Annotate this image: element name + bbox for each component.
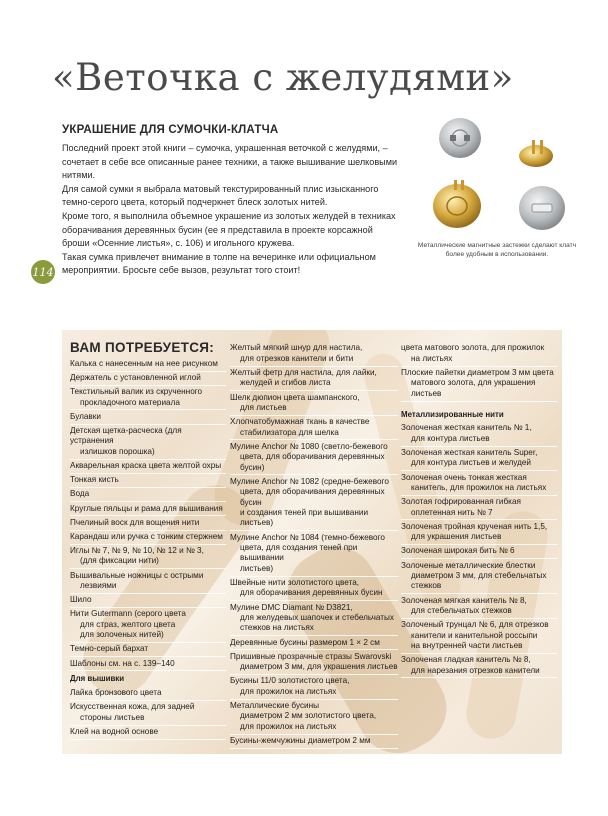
embroidery-subheading: Для вышивки	[70, 674, 125, 684]
material-item: Детская щетка-расческа (для устранения излишков порошка)	[70, 425, 226, 460]
metallic-threads-subheading: Металлизированные нити	[401, 409, 504, 419]
material-item: Плоские пайетки диаметром 3 мм цвета матового золота, для украшения листьев	[401, 367, 557, 402]
material-item: Золоченые металлические блестки диаметром 3 мм, для стебельчатых стежков	[401, 559, 557, 594]
material-item: Текстильный валик из скрученного прокладочного материала	[70, 386, 226, 411]
material-item: Золоченая гладкая канитель № 8, для нарезания отрезков канители	[401, 654, 557, 679]
material-item: Вышивальные ножницы с острыми лезвиями	[70, 569, 226, 594]
material-item: Желтый фетр для настила, для лайки, желудей и сгибов листа	[230, 367, 398, 392]
intro-paragraph: Для самой сумки я выбрала матовый текстурированный плис изысканного темно-серого цвета, который подчеркнет блеск золотых нитей.	[62, 183, 379, 208]
material-item: Желтый мягкий шнур для настила, для отрезков канители и бити	[230, 342, 398, 367]
intro-paragraph: Последний проект этой книги – сумочка, украшенная веточкой с желудями, – сочетает в себе все описанные ранее техники, а также вышивание шелковыми нитями.	[62, 143, 398, 181]
material-item: Мулине Anchor № 1082 (средне-бежевого цвета, для оборачивания деревянных бусин и создания теней при вышивании листьев)	[230, 475, 398, 531]
photo-caption: Металлические магнитные застежки сделают клатч более удобным в использовании.	[417, 242, 577, 258]
material-item: Лайка бронзового цвета	[70, 687, 226, 701]
material-item: Карандаш или ручка с тонким стержнем	[70, 531, 226, 545]
material-item: Шаблоны см. на с. 139–140	[70, 657, 226, 671]
material-item: Золоченая очень тонкая жесткая канитель, для прожилок на листьях	[401, 471, 557, 496]
intro-paragraph: Кроме того, я выполнила объемное украшение из золотых желудей в техниках оборачивания деревянных бусин (ее я представила в проекте корсажной броши «Осенние листья», с. 106) и игольного кружева.	[62, 210, 396, 249]
material-item: Швейные нити золотистого цвета, для оборачивания деревянных бусин	[230, 577, 398, 602]
material-item: Тонкая кисть	[70, 474, 226, 488]
page-title: «Веточка с желудями»	[52, 56, 514, 99]
materials-column-3	[401, 342, 557, 678]
material-item: Клей на водной основе	[70, 726, 226, 740]
material-item: Пришивные прозрачные стразы Swarovski диаметром 3 мм, для украшения листьев	[230, 650, 398, 675]
material-item: Мулине DMC Diamant № D3821, для желудевых шапочек и стебельчатых стежков на листьях	[230, 601, 398, 636]
material-item: Золоченая широкая бить № 6	[401, 545, 557, 559]
material-item: Золоченая жесткая канитель № 1, для контура листьев	[401, 422, 557, 447]
materials-panel	[62, 330, 562, 754]
material-item: Бусины 11/0 золотистого цвета, для прожилок на листьях	[230, 675, 398, 700]
magnetic-clasps-photo	[412, 108, 582, 248]
clasps-illustration	[412, 108, 582, 248]
silver-clasp-top	[439, 118, 481, 158]
material-item: Хлопчатобумажная ткань в качестве стабилизатора для шелка	[230, 416, 398, 441]
material-item: Нити Gutermann (серого цвета для страз, желтого цвета для золоченых нитей)	[70, 608, 226, 643]
material-item: Булавки	[70, 410, 226, 424]
material-item: Деревянные бусины размером 1 × 2 см	[230, 636, 398, 650]
gold-clasp-large	[433, 180, 481, 228]
material-item: Держатель с установленной иглой	[70, 372, 226, 386]
material-item: Золоченая тройная крученая нить 1,5, для украшения листьев	[401, 520, 557, 545]
silver-clasp-bottom	[519, 186, 565, 230]
intro-paragraph: Такая сумка привлечет внимание в толпе на вечеринке или официальном мероприятии. Бросьте себе вызов, результат того стоит!	[62, 251, 376, 276]
material-item: цвета матового золота, для прожилок на листьях	[401, 342, 557, 367]
material-item: Золоченая жесткая канитель Super, для контура листьев и желудей	[401, 447, 557, 472]
material-item: Калька с нанесенным на нее рисунком	[70, 357, 226, 371]
section-subtitle: УКРАШЕНИЕ ДЛЯ СУМОЧКИ-КЛАТЧА	[62, 124, 279, 136]
material-item: Бусины-жемчужины диаметром 2 мм	[230, 735, 398, 749]
materials-column-1	[70, 342, 226, 740]
material-item: Золоченый трунцал № 6, для отрезков канители и канительной россыпи на внутренней части листьев	[401, 619, 557, 654]
material-item: Металлические бусины диаметром 2 мм золотистого цвета, для прожилок на листьях	[230, 700, 398, 735]
material-item: Темно-серый бархат	[70, 643, 226, 657]
material-item: Иглы № 7, № 9, № 10, № 12 и № 3, (для фиксации нити)	[70, 545, 226, 570]
material-item: Золотая гофрированная гибкая оплетенная нить № 7	[401, 496, 557, 521]
materials-heading: ВАМ ПОТРЕБУЕТСЯ:	[70, 340, 215, 355]
material-item: Искусственная кожа, для задней стороны листьев	[70, 701, 226, 726]
material-item: Мулине Anchor № 1084 (темно-бежевого цвета, для создания теней при вышивании листьев)	[230, 531, 398, 576]
material-item: Вода	[70, 488, 226, 502]
material-item: Шелк дюпион цвета шампанского, для листьев	[230, 391, 398, 416]
material-item: Пчелиный воск для вощения нити	[70, 516, 226, 530]
materials-column-2	[230, 342, 398, 749]
material-item: Круглые пяльцы и рама для вышивания	[70, 502, 226, 516]
gold-clasp-small	[519, 140, 553, 167]
material-item: Мулине Anchor № 1080 (светло-бежевого цвета, для оборачивания деревянных бусин)	[230, 440, 398, 475]
page-number-badge: 114	[31, 260, 55, 284]
material-item: Шило	[70, 594, 226, 608]
material-item: Золоченая мягкая канитель № 8, для стебельчатых стежков	[401, 594, 557, 619]
intro-text	[62, 142, 398, 278]
material-item: Акварельная краска цвета желтой охры	[70, 460, 226, 474]
